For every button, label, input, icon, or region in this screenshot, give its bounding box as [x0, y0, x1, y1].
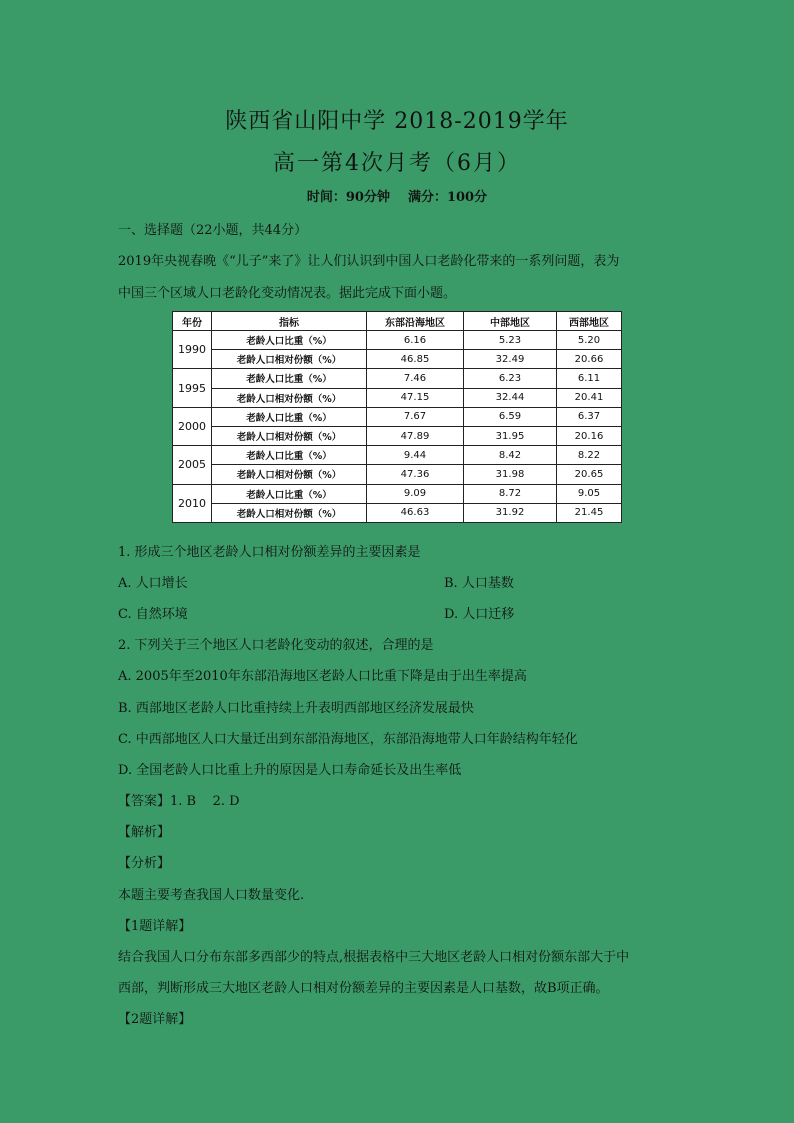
table-row — [173, 446, 622, 465]
q1-stem: 1. 形成三个地区老龄人口相对份额差异的主要因素是 — [118, 545, 421, 560]
east-cell: 47.15 — [367, 388, 464, 407]
indicator-cell: 老龄人口比重（%） — [212, 407, 367, 426]
section-title: 一、选择题（22小题，共44分） — [118, 223, 308, 238]
q1-option-a: A. 人口增长 — [118, 576, 188, 591]
central-cell: 32.49 — [464, 350, 557, 369]
header-central: 中部地区 — [464, 312, 557, 331]
central-cell: 6.59 — [464, 407, 557, 426]
west-cell: 6.37 — [557, 407, 622, 426]
west-cell: 21.45 — [557, 503, 622, 522]
header-year: 年份 — [173, 312, 212, 331]
detail1-line-1: 结合我国人口分布东部多西部少的特点,根据表格中三大地区老龄人口相对份额东部大于中 — [118, 950, 630, 965]
indicator-cell: 老龄人口比重（%） — [212, 331, 367, 350]
central-cell: 32.44 — [464, 388, 557, 407]
central-cell: 8.42 — [464, 446, 557, 465]
east-cell: 47.89 — [367, 426, 464, 445]
intro-line-1: 2019年央视春晚《“儿子”来了》让人们认识到中国人口老龄化带来的一系列问题，表为 — [118, 254, 620, 269]
exam-score: 满分：100分 — [407, 190, 488, 205]
table-row — [173, 484, 622, 503]
exam-info — [0, 186, 794, 205]
year-cell: 1990 — [173, 331, 212, 369]
q2-option-b: B. 西部地区老龄人口比重持续上升表明西部地区经济发展最快 — [118, 701, 474, 716]
west-cell: 20.65 — [557, 465, 622, 484]
table-row — [173, 388, 622, 407]
q2-option-d: D. 全国老龄人口比重上升的原因是人口寿命延长及出生率低 — [118, 763, 462, 778]
central-cell: 8.72 — [464, 484, 557, 503]
east-cell: 46.85 — [367, 350, 464, 369]
east-cell: 47.36 — [367, 465, 464, 484]
table-row — [173, 407, 622, 426]
q2-option-c: C. 中西部地区人口大量迁出到东部沿海地区，东部沿海地带人口年龄结构年轻化 — [118, 732, 578, 747]
year-cell: 2000 — [173, 407, 212, 445]
east-cell: 7.67 — [367, 407, 464, 426]
q2-stem: 2. 下列关于三个地区人口老龄化变动的叙述，合理的是 — [118, 638, 434, 653]
table-row — [173, 350, 622, 369]
west-cell: 6.11 — [557, 369, 622, 388]
detail1-heading: 【1题详解】 — [118, 919, 192, 934]
table-row — [173, 465, 622, 484]
east-cell: 7.46 — [367, 369, 464, 388]
central-cell: 6.23 — [464, 369, 557, 388]
table-row — [173, 426, 622, 445]
q1-option-d: D. 人口迁移 — [444, 607, 515, 622]
indicator-cell: 老龄人口相对份额（%） — [212, 503, 367, 522]
indicator-cell: 老龄人口相对份额（%） — [212, 465, 367, 484]
west-cell: 20.16 — [557, 426, 622, 445]
west-cell: 20.66 — [557, 350, 622, 369]
table-row — [173, 503, 622, 522]
aging-data-table — [172, 311, 622, 523]
header-indicator: 指标 — [212, 312, 367, 331]
fenxi-heading: 【分析】 — [118, 856, 171, 871]
q1-option-c: C. 自然环境 — [118, 607, 188, 622]
header-west: 西部地区 — [557, 312, 622, 331]
table-row — [173, 331, 622, 350]
header-east: 东部沿海地区 — [367, 312, 464, 331]
east-cell: 9.09 — [367, 484, 464, 503]
document-title: 陕西省山阳中学 2018-2019学年 — [225, 109, 569, 134]
intro-line-2: 中国三个区域人口老龄化变动情况表。据此完成下面小题。 — [118, 286, 457, 301]
indicator-cell: 老龄人口比重（%） — [212, 369, 367, 388]
exam-time: 时间：90分钟 — [306, 190, 390, 205]
indicator-cell: 老龄人口比重（%） — [212, 446, 367, 465]
answer-line: 【答案】1. B 2. D — [118, 794, 240, 809]
central-cell: 31.95 — [464, 426, 557, 445]
detail2-heading: 【2题详解】 — [118, 1012, 192, 1027]
central-cell: 31.98 — [464, 465, 557, 484]
year-cell: 1995 — [173, 369, 212, 407]
table-header-row — [173, 312, 622, 331]
document-subtitle: 高一第4次月考（6月） — [273, 151, 521, 176]
west-cell: 8.22 — [557, 446, 622, 465]
table-row — [173, 369, 622, 388]
west-cell: 9.05 — [557, 484, 622, 503]
indicator-cell: 老龄人口比重（%） — [212, 484, 367, 503]
year-cell: 2005 — [173, 446, 212, 484]
q1-option-b: B. 人口基数 — [444, 576, 514, 591]
analysis-heading: 【解析】 — [118, 825, 171, 840]
year-cell: 2010 — [173, 484, 212, 523]
fenxi-text: 本题主要考查我国人口数量变化. — [118, 888, 305, 903]
indicator-cell: 老龄人口相对份额（%） — [212, 426, 367, 445]
indicator-cell: 老龄人口相对份额（%） — [212, 350, 367, 369]
west-cell: 20.41 — [557, 388, 622, 407]
q2-option-a: A. 2005年至2010年东部沿海地区老龄人口比重下降是由于出生率提高 — [118, 669, 527, 684]
central-cell: 5.23 — [464, 331, 557, 350]
west-cell: 5.20 — [557, 331, 622, 350]
east-cell: 46.63 — [367, 503, 464, 522]
indicator-cell: 老龄人口相对份额（%） — [212, 388, 367, 407]
detail1-line-2: 西部，判断形成三大地区老龄人口相对份额差异的主要因素是人口基数，故B项正确。 — [118, 981, 609, 996]
east-cell: 6.16 — [367, 331, 464, 350]
central-cell: 31.92 — [464, 503, 557, 522]
east-cell: 9.44 — [367, 446, 464, 465]
